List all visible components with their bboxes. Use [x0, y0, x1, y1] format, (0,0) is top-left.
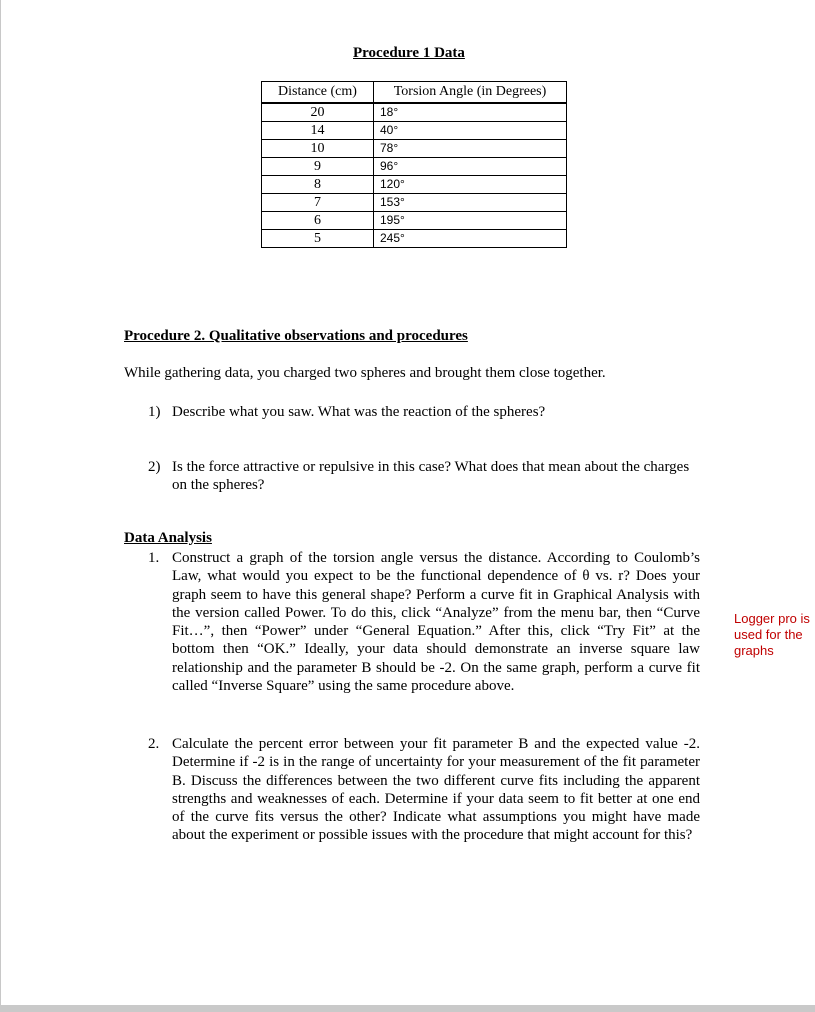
- angle-cell: 120°: [374, 176, 567, 194]
- table-row: [262, 176, 567, 194]
- data-analysis-title: Data Analysis: [124, 530, 212, 546]
- procedure2-intro: While gathering data, you charged two spheres and brought them close together.: [124, 365, 606, 381]
- header-torsion-angle: Torsion Angle (in Degrees): [374, 82, 567, 104]
- procedure1-data-table: [261, 81, 567, 248]
- angle-cell: 18°: [374, 103, 567, 122]
- question-number: 1): [148, 404, 161, 420]
- distance-cell: 8: [262, 176, 374, 194]
- table-row: [262, 212, 567, 230]
- procedure2-title: Procedure 2. Qualitative observations and procedures: [124, 328, 468, 344]
- angle-cell: 153°: [374, 194, 567, 212]
- table-row: [262, 103, 567, 122]
- procedure1-title: Procedure 1 Data: [353, 45, 465, 61]
- header-distance: Distance (cm): [262, 82, 374, 104]
- table-header-row: [262, 82, 567, 104]
- table-row: [262, 194, 567, 212]
- distance-cell: 10: [262, 140, 374, 158]
- table-row: [262, 140, 567, 158]
- angle-cell: 96°: [374, 158, 567, 176]
- analysis-item-text: Calculate the percent error between your fit parameter B and the expected value -2. Determine if -2 is in the range of uncertainty for your measurement of the fit parameter B. Discuss the differences between the two different curve fits including the apparent strengths and weaknesses of each. Determine if your data seem to fit better at one end of the curve fits versus the other? Indicate what assumptions you might have made about the experiment or possible issues with the procedure that might account for this?: [172, 736, 700, 844]
- distance-cell: 6: [262, 212, 374, 230]
- distance-cell: 20: [262, 103, 374, 122]
- margin-comment: Logger pro is used for the graphs: [734, 611, 810, 658]
- angle-cell: 245°: [374, 230, 567, 248]
- analysis-item-number: 1.: [148, 550, 160, 566]
- table-row: [262, 122, 567, 140]
- table-row: [262, 158, 567, 176]
- table-row: [262, 230, 567, 248]
- angle-cell: 78°: [374, 140, 567, 158]
- analysis-item-number: 2.: [148, 736, 160, 752]
- question-text: Describe what you saw. What was the reaction of the spheres?: [172, 404, 546, 420]
- distance-cell: 9: [262, 158, 374, 176]
- distance-cell: 5: [262, 230, 374, 248]
- analysis-item-text: Construct a graph of the torsion angle versus the distance. According to Coulomb’s Law, what would you expect to be the functional dependence of θ vs. r? Does your graph seem to have this general shape? Perform a curve fit in Graphical Analysis with the version called Power. To do this, click “Analyze” from the menu bar, then “Curve Fit…”, then “Power” under “General Equation.” After this, click “Try Fit” at the bottom then “OK.” Ideally, your data should demonstrate an inverse square law relationship and the parameter B should be -2. On the same graph, perform a curve fit called “Inverse Square” using the same procedure above.: [172, 550, 700, 695]
- angle-cell: 40°: [374, 122, 567, 140]
- angle-cell: 195°: [374, 212, 567, 230]
- question-number: 2): [148, 459, 161, 475]
- page-bottom-edge: [0, 1005, 815, 1012]
- question-text: Is the force attractive or repulsive in this case? What does that mean about the charges on the spheres?: [172, 459, 690, 493]
- distance-cell: 7: [262, 194, 374, 212]
- distance-cell: 14: [262, 122, 374, 140]
